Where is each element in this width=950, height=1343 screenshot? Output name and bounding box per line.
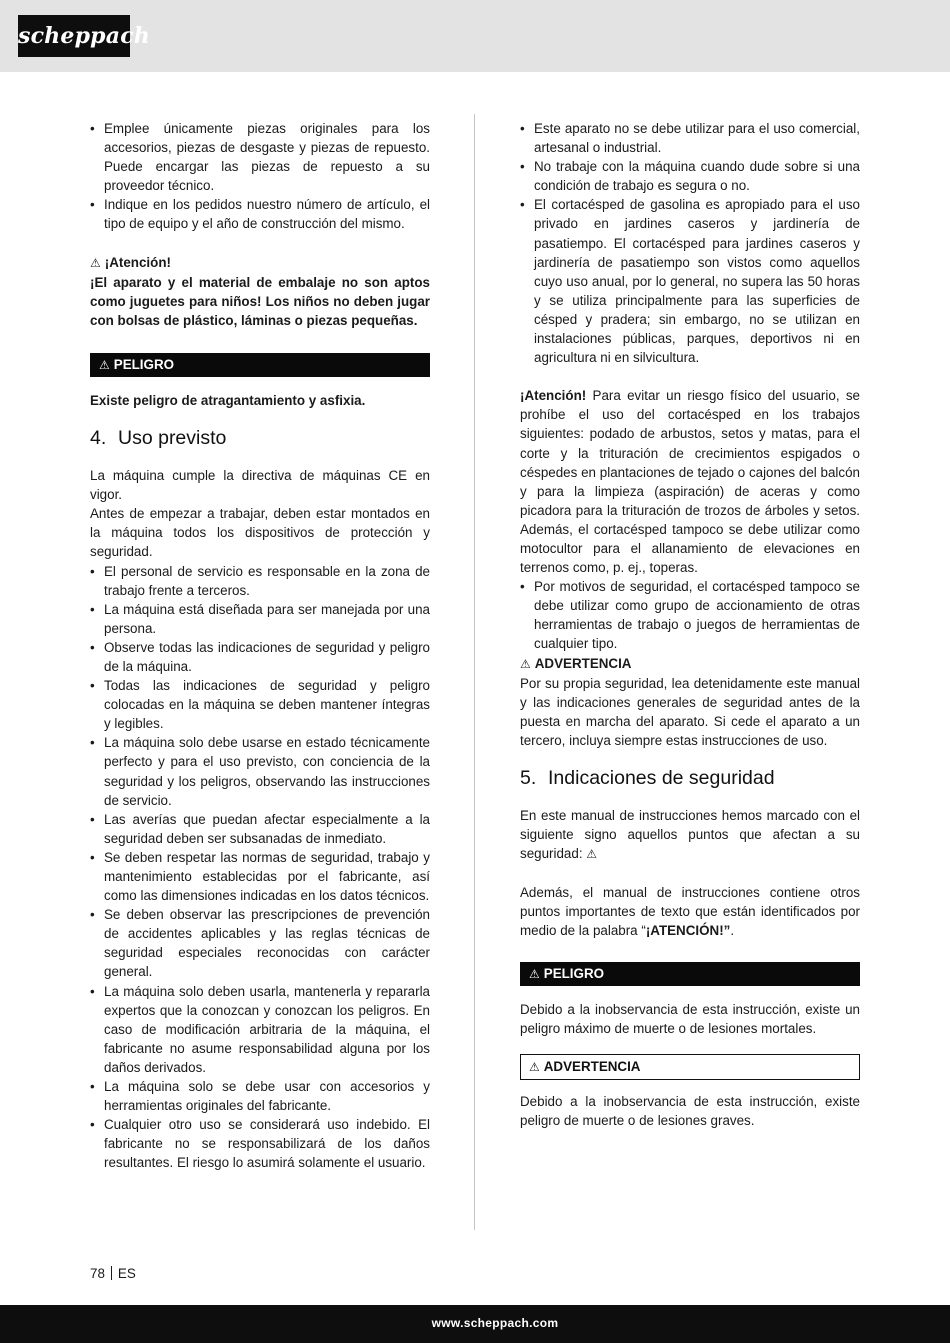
list-item: • La máquina solo se debe usar con accesorios y herramientas originales del fabricante.	[90, 1077, 430, 1115]
list-item: • No trabaje con la máquina cuando dude sobre si una condición de trabajo es segura o no.	[520, 157, 860, 195]
warning-title: ⚠ ADVERTENCIA	[520, 655, 632, 671]
section-5-heading: 5. Indicaciones de seguridad	[520, 767, 775, 789]
section-4-heading: 4. Uso previsto	[90, 427, 227, 450]
usage-bullet-list	[520, 119, 860, 367]
right-column	[520, 119, 860, 1130]
list-item: • El cortacésped de gasolina es apropiado para el uso privado en jardines caseros y jardinería de pasatiempo. El cortacésped para jardines caseros y jardinería de pasatiempo son vistos como aquellos cuyo uso anual, por lo general, no supera las 50 horas y se utiliza principalmente para las superficies de césped y pradera; sin embargo, no se utilizan en instalaciones públicas, parques, deportivos ni en agricultura ni en silvicultura.	[520, 195, 860, 367]
section-5-para-1: En este manual de instrucciones hemos marcado con el siguiente signo aquellos puntos que afectan a su seguridad: ⚠	[520, 808, 860, 862]
danger-box: ⚠ PELIGRO	[90, 353, 430, 377]
list-item: • La máquina solo deben usarla, mantenerla y repararla expertos que la conozcan y conozcan los peligros. En caso de modificación arbitraria de la máquina, el fabricante no asume responsabilidad alguna por los daños derivados.	[90, 982, 430, 1077]
warning-triangle-icon: ⚠	[529, 966, 540, 981]
warning-text: Por su propia seguridad, lea detenidamente este manual y las indicaciones generales de seguridad antes de la puesta en marcha del aparato. Si cede el aparato a un tercero, incluya siempre estas instrucciones de uso.	[520, 675, 860, 748]
warning-triangle-icon: ⚠	[586, 847, 598, 862]
list-item: • Por motivos de seguridad, el cortacésped tampoco se debe utilizar como grupo de accionamiento de otras herramientas de trabajo o juegos de herramientas de cualquier tipo.	[520, 577, 860, 653]
page-separator	[111, 1266, 112, 1280]
spacer	[520, 986, 860, 1000]
warning-description: Debido a la inobservancia de esta instrucción, existe peligro de muerte o de lesiones graves.	[520, 1093, 860, 1128]
list-item: • Se deben respetar las normas de seguridad, trabajo y mantenimiento establecidas por el fabricante, así como las dimensiones indicadas en los datos técnicos.	[90, 848, 430, 905]
section-4-bullet-list	[90, 562, 430, 1173]
warning-triangle-icon: ⚠	[99, 357, 110, 372]
section-4-para-1: La máquina cumple la directiva de máquinas CE en vigor.	[90, 468, 430, 503]
left-column	[90, 119, 430, 1173]
warning-triangle-icon: ⚠	[529, 1059, 540, 1074]
spacer	[520, 367, 860, 386]
list-item: • Indique en los pedidos nuestro número de artículo, el tipo de equipo y el año de construcción del mismo.	[90, 195, 430, 233]
section-4-para-2: Antes de empezar a trabajar, deben estar montados en la máquina todos los dispositivos de protección y seguridad.	[90, 506, 430, 560]
warning-triangle-icon: ⚠	[520, 656, 531, 671]
attention-paragraph: ¡Atención! Para evitar un riesgo físico del usuario, se prohíbe el uso del cortacésped en los trabajos siguientes: podado de arbustos, setos y matas, para el corte y la trituración de crecimientos espigados o céspedes en plantaciones de tejado o cajones del balcón y para la limpieza (aspiración) de aceras y como picadora para la trituración de trozos de árboles y setos. Además, el cortacésped tampoco se debe utilizar como motocultor para el allanamiento de elevaciones en terrenos como, p. ej., toperas.	[520, 388, 860, 576]
list-item: • Este aparato no se debe utilizar para el uso comercial, artesanal o industrial.	[520, 119, 860, 157]
list-item: • El personal de servicio es responsable en la zona de trabajo frente a terceros.	[90, 562, 430, 600]
danger-box: ⚠ PELIGRO	[520, 962, 860, 986]
spacer	[90, 330, 430, 353]
list-item: • Cualquier otro uso se considerará uso indebido. El fabricante no se responsabilizará de los daños resultantes. El riesgo lo asumirá solamente el usuario.	[90, 1115, 430, 1172]
list-item: • Se deben observar las prescripciones de prevención de accidentes aplicables y las reglas técnicas de seguridad especiales reconocidas con carácter general.	[90, 905, 430, 981]
spacer	[90, 410, 430, 426]
attention-text: ¡El aparato y el material de embalaje no son aptos como juguetes para niños! Los niños no deben jugar con bolsas de plástico, láminas o piezas pequeñas.	[90, 274, 430, 328]
footer-band	[0, 1305, 950, 1343]
website-link[interactable]: www.scheppach.com	[431, 1316, 559, 1330]
column-divider	[474, 114, 475, 1230]
danger-text: Existe peligro de atragantamiento y asfixia.	[90, 392, 366, 408]
list-item: • Todas las indicaciones de seguridad y peligro colocadas en la máquina se deben mantener íntegras y legibles.	[90, 676, 430, 733]
spacer	[520, 864, 860, 883]
list-item: • Las averías que puedan afectar especialmente a la seguridad deben ser subsanadas de inmediato.	[90, 810, 430, 848]
list-item: • Observe todas las indicaciones de seguridad y peligro de la máquina.	[90, 638, 430, 676]
warning-triangle-icon: ⚠	[90, 255, 101, 270]
danger-description: Debido a la inobservancia de esta instrucción, existe un peligro máximo de muerte o de lesiones mortales.	[520, 1001, 860, 1036]
list-item: • La máquina está diseñada para ser manejada por una persona.	[90, 600, 430, 638]
attention-title: ⚠ ¡Atención!	[90, 254, 171, 270]
spacer	[90, 450, 430, 466]
section-5-para-2: Además, el manual de instrucciones contiene otros puntos importantes de texto que están identificados por medio de la palabra “¡ATENCIÓN!”.	[520, 885, 860, 939]
list-item: • Emplee únicamente piezas originales para los accesorios, piezas de desgaste y piezas de repuesto. Puede encargar las piezas de repuesto a su proveedor técnico.	[90, 119, 430, 195]
spacer	[520, 750, 860, 766]
page-number: 78 ES	[90, 1266, 136, 1281]
spacer	[90, 234, 430, 253]
intro-bullet-list	[90, 119, 430, 234]
warning-box: ⚠ ADVERTENCIA	[520, 1054, 860, 1080]
spacer	[90, 377, 430, 391]
spacer	[520, 941, 860, 962]
list-item: • La máquina solo debe usarse en estado técnicamente perfecto y para el uso previsto, con conciencia de la seguridad y los peligros, observando las instrucciones de servicio.	[90, 733, 430, 809]
spacer	[520, 1038, 860, 1054]
scheppach-logo: scheppach	[18, 15, 130, 57]
spacer	[520, 1080, 860, 1092]
spacer	[520, 790, 860, 806]
attention-bullet-list	[520, 577, 860, 653]
header-band	[0, 0, 950, 72]
